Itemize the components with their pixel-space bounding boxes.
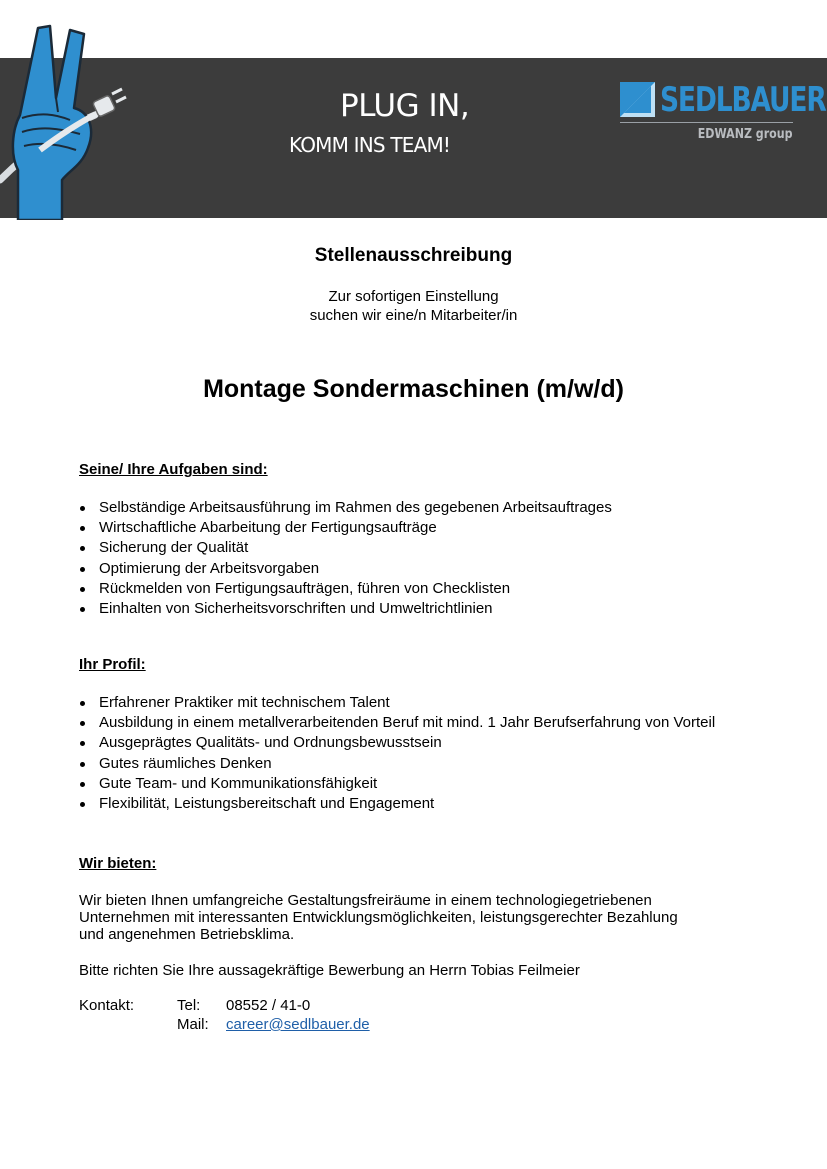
tel-label: Tel: <box>177 997 201 1014</box>
profile-heading: Ihr Profil: <box>79 656 146 673</box>
list-item: Gutes räumliches Denken <box>79 754 715 774</box>
list-item: Rückmelden von Fertigungsaufträgen, führen von Checklisten <box>79 579 612 599</box>
contact-label: Kontakt: <box>79 997 135 1014</box>
list-item: Erfahrener Praktiker mit technischem Talent <box>79 693 715 713</box>
application-note: Bitte richten Sie Ihre aussagekräftige Bewerbung an Herrn Tobias Feilmeier <box>79 962 580 979</box>
logo-subtitle: EDWANZ group <box>698 127 793 142</box>
list-item: Ausbildung in einem metallverarbeitenden Beruf mit mind. 1 Jahr Berufserfahrung von Vorteil <box>79 713 715 733</box>
offer-paragraph: Wir bieten Ihnen umfangreiche Gestaltungsfreiräume in einem technologiegetriebenen Unternehmen mit interessanten Entwicklungsmöglichkeiten, leistungsgerechter Bezahlung und angenehmen Betriebsklima. <box>79 892 678 943</box>
intro-text <box>0 287 827 325</box>
sedlbauer-logo <box>620 80 826 150</box>
tasks-heading: Seine/ Ihre Aufgaben sind: <box>79 461 268 478</box>
logo-name: SEDLBAUER <box>660 80 826 120</box>
sedlbauer-logo-mark-icon <box>620 82 655 117</box>
tasks-list <box>79 498 612 619</box>
offer-heading: Wir bieten: <box>79 855 157 872</box>
list-item: Ausgeprägtes Qualitäts- und Ordnungsbewusstsein <box>79 733 715 753</box>
intro-line-2: suchen wir eine/n Mitarbeiter/in <box>309 307 518 324</box>
tel-value: 08552 / 41-0 <box>226 997 311 1014</box>
intro-line-1: Zur sofortigen Einstellung <box>328 288 499 305</box>
list-item: Sicherung der Qualität <box>79 538 612 558</box>
banner-subheadline: KOMM INS TEAM! <box>289 133 451 157</box>
list-item: Einhalten von Sicherheitsvorschriften und Umweltrichtlinien <box>79 599 612 619</box>
list-item: Flexibilität, Leistungsbereitschaft und Engagement <box>79 794 715 814</box>
list-item: Gute Team- und Kommunikationsfähigkeit <box>79 774 715 794</box>
list-item: Selbständige Arbeitsausführung im Rahmen des gegebenen Arbeitsauftrages <box>79 498 612 518</box>
list-item: Wirtschaftliche Abarbeitung der Fertigungsaufträge <box>79 518 612 538</box>
document-title: Stellenausschreibung <box>314 245 513 266</box>
logo-divider <box>620 122 793 123</box>
job-title: Montage Sondermaschinen (m/w/d) <box>203 375 624 403</box>
mail-label: Mail: <box>177 1016 209 1033</box>
list-item: Optimierung der Arbeitsvorgaben <box>79 559 612 579</box>
banner-headline: PLUG IN, <box>340 88 470 124</box>
email-link[interactable]: career@sedlbauer.de <box>226 1016 370 1033</box>
victory-hand-icon <box>0 20 135 220</box>
profile-list <box>79 693 715 814</box>
